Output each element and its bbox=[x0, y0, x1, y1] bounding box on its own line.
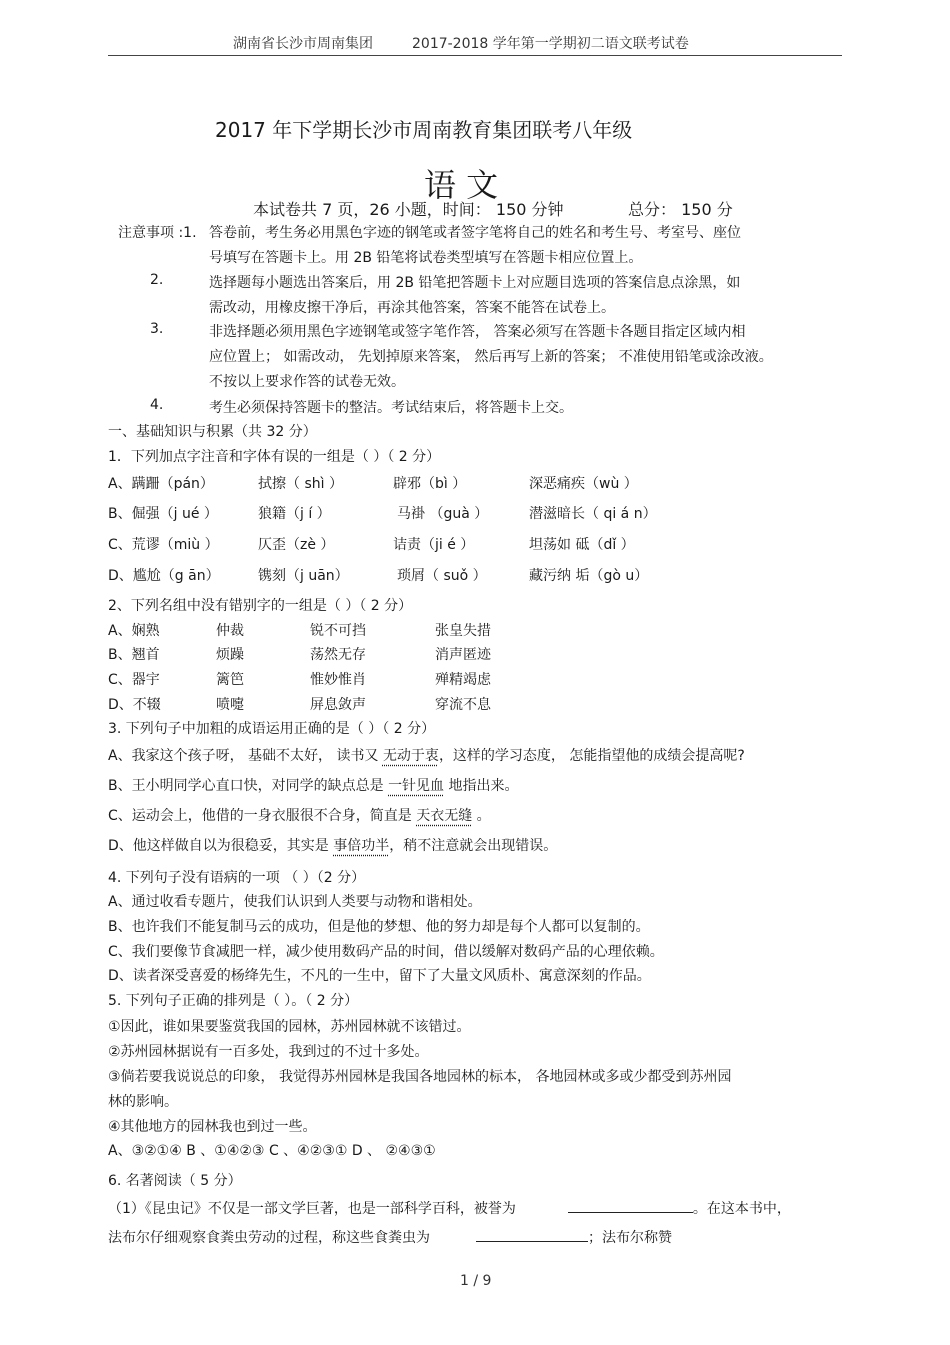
q1-option-d-4: 藏污纳 垢（gò u） bbox=[529, 568, 649, 584]
exam-info-score: 总分： 150 分 bbox=[628, 200, 733, 219]
q1-option-d-1: D、尴尬（g ān） bbox=[108, 568, 220, 584]
q3-d-idiom: 事倍功半 bbox=[333, 838, 390, 854]
q2-d-4: 穿流不息 bbox=[435, 697, 491, 713]
q4-stem: 4. 下列句子没有语病的一项 （ ）（2 分） bbox=[108, 870, 366, 886]
header-left: 湖南省长沙市周南集团 bbox=[233, 36, 373, 52]
q1-option-a-2: 拭擦（ shì ） bbox=[258, 476, 343, 492]
q6-blank-1[interactable] bbox=[568, 1198, 693, 1213]
q3-d-pre: D、他这样做自以为很稳妥，其实是 bbox=[108, 838, 334, 854]
q2-b-4: 消声匿迹 bbox=[435, 647, 491, 663]
q2-d-3: 屏息敛声 bbox=[310, 697, 366, 713]
q3-c-post: 。 bbox=[472, 808, 491, 824]
section-1-heading: 一、基础知识与积累（共 32 分） bbox=[108, 424, 317, 440]
q3-option-b bbox=[108, 775, 519, 795]
header-rule bbox=[108, 55, 842, 56]
q3-a-idiom: 无动于衷 bbox=[382, 748, 439, 764]
q1-option-b-2: 狼籍（j í ） bbox=[258, 506, 331, 522]
page-number: 1 / 9 bbox=[460, 1273, 492, 1289]
q2-d-1: D、不辍 bbox=[108, 697, 161, 713]
note-2-line-1: 选择题每小题选出答案后，用 2B 铅笔把答题卡上对应题目选项的答案信息点涂黑，如 bbox=[209, 275, 741, 291]
q2-a-2: 仲裁 bbox=[216, 623, 244, 639]
q3-b-idiom: 一针见血 bbox=[388, 778, 445, 794]
q1-option-c-1: C、荒谬（miù ） bbox=[108, 537, 219, 553]
q2-c-1: C、器宇 bbox=[108, 672, 160, 688]
q6-blank-2[interactable] bbox=[476, 1227, 588, 1242]
note-1-line-1: 答卷前，考生务必用黑色字迹的钢笔或者签字笔将自己的姓名和考生号、考室号、座位 bbox=[209, 225, 741, 241]
q1-option-b-3: 马褂 （guà ） bbox=[397, 506, 489, 522]
q2-stem: 2、下列名组中没有错别字的一组是（ ）（ 2 分） bbox=[108, 598, 413, 614]
note-3-number: 3. bbox=[150, 321, 164, 337]
subject-title: 语 文 bbox=[424, 166, 499, 204]
q2-c-2: 篱笆 bbox=[216, 672, 244, 688]
q4-option-d: D、读者深受喜爱的杨绛先生，不凡的一生中，留下了大量文风质朴、寓意深刻的作品。 bbox=[108, 968, 651, 984]
q2-c-3: 惟妙惟肖 bbox=[310, 672, 366, 688]
q1-option-a-3: 辟邪（bì ） bbox=[393, 476, 467, 492]
exam-info-pages: 本试卷共 7 页，26 小题，时间： 150 分钟 bbox=[253, 200, 564, 219]
q3-d-post: ，稍不注意就会出现错误。 bbox=[389, 838, 558, 854]
q3-a-pre: A、我家这个孩子呀， 基础不太好， 读书又 bbox=[108, 748, 383, 764]
q3-a-post: ，这样的学习态度， 怎能指望他的成绩会提高呢? bbox=[438, 748, 745, 764]
q3-stem: 3. 下列句子中加粗的成语运用正确的是（ ）（ 2 分） bbox=[108, 721, 436, 737]
notes-label: 注意事项 :1. bbox=[118, 225, 197, 241]
q5-sentence-4: ④其他地方的园林我也到过一些。 bbox=[108, 1119, 317, 1135]
note-2-number: 2. bbox=[150, 272, 164, 288]
q1-option-c-2: 仄歪（zè ） bbox=[258, 537, 335, 553]
q2-c-4: 殚精竭虑 bbox=[435, 672, 491, 688]
q3-option-d bbox=[108, 835, 557, 855]
q6-line-1-text: （1）《昆虫记》不仅是一部文学巨著，也是一部科学百科，被誉为 bbox=[108, 1201, 516, 1217]
q2-a-1: A、娴熟 bbox=[108, 623, 160, 639]
q4-option-c: C、我们要像节食减肥一样，减少使用数码产品的时间，借以缓解对数码产品的心理依赖。 bbox=[108, 944, 664, 960]
q6-line-1-tail: 。在这本书中， bbox=[692, 1201, 791, 1217]
q2-b-3: 荡然无存 bbox=[310, 647, 366, 663]
note-3-line-3: 不按以上要求作答的试卷无效。 bbox=[209, 374, 405, 390]
q3-c-idiom: 天衣无缝 bbox=[416, 808, 473, 824]
header-right: 2017-2018 学年第一学期初二语文联考试卷 bbox=[412, 36, 689, 52]
q5-stem: 5. 下列句子正确的排列是（ ）。（ 2 分） bbox=[108, 993, 359, 1009]
q6-line-1 bbox=[108, 1198, 791, 1218]
q5-options: A、③②①④ B 、①④②③ C 、④②③① D 、 ②④③① bbox=[108, 1143, 436, 1159]
q6-line-2-text: 法布尔仔细观察食粪虫劳动的过程，称这些食粪虫为 bbox=[108, 1230, 430, 1246]
q3-c-pre: C、运动会上，他借的一身衣服很不合身，简直是 bbox=[108, 808, 417, 824]
note-2-line-2: 需改动，用橡皮擦干净后，再涂其他答案，答案不能答在试卷上。 bbox=[209, 300, 615, 316]
q3-b-pre: B、王小明同学心直口快，对同学的缺点总是 bbox=[108, 778, 389, 794]
q2-b-1: B、翘首 bbox=[108, 647, 160, 663]
q5-sentence-3-line-1: ③倘若要我说说总的印象， 我觉得苏州园林是我国各地园林的标本， 各地园林或多或少都受到苏州园 bbox=[108, 1069, 732, 1085]
q1-option-d-2: 镌刻（j uān） bbox=[258, 568, 349, 584]
q5-sentence-3-line-2: 林的影响。 bbox=[108, 1094, 178, 1110]
note-1-line-2: 号填写在答题卡上。用 2B 铅笔将试卷类型填写在答题卡相应位置上。 bbox=[209, 250, 643, 266]
q4-option-a: A、通过收看专题片，使我们认识到人类要与动物和谐相处。 bbox=[108, 894, 482, 910]
q1-option-a-4: 深恶痛疾（wù ） bbox=[529, 476, 638, 492]
q1-option-b-1: B、倔强（j ué ） bbox=[108, 506, 218, 522]
q1-option-c-4: 坦荡如 砥（dǐ ） bbox=[529, 537, 635, 553]
q5-sentence-2: ②苏州园林据说有一百多处，我到过的不过十多处。 bbox=[108, 1044, 429, 1060]
q2-a-4: 张皇失措 bbox=[435, 623, 491, 639]
q1-option-c-3: 诘责（ji é ） bbox=[393, 537, 475, 553]
q2-b-2: 烦躁 bbox=[216, 647, 244, 663]
note-4-line-1: 考生必须保持答题卡的整洁。考试结束后，将答题卡上交。 bbox=[209, 400, 573, 416]
q5-sentence-1: ①因此，谁如果要鉴赏我国的园林，苏州园林就不该错过。 bbox=[108, 1019, 471, 1035]
q6-line-2-tail: ；法布尔称赞 bbox=[588, 1230, 672, 1246]
note-3-line-1: 非选择题必须用黑色字迹钢笔或签字笔作答， 答案必须写在答题卡各题目指定区域内相 bbox=[209, 324, 746, 340]
note-4-number: 4. bbox=[150, 397, 164, 413]
q3-b-post: 地指出来。 bbox=[444, 778, 519, 794]
q1-option-b-4: 潜滋暗长（ qi á n） bbox=[529, 506, 657, 522]
q2-d-2: 喷嚏 bbox=[216, 697, 244, 713]
q1-option-a-1: A、蹒跚（pán） bbox=[108, 476, 214, 492]
exam-title: 2017 年下学期长沙市周南教育集团联考八年级 bbox=[215, 118, 633, 142]
q1-stem: 1．下列加点字注音和字体有误的一组是（ ）（ 2 分） bbox=[108, 449, 441, 465]
q2-a-3: 锐不可挡 bbox=[310, 623, 366, 639]
q4-option-b: B、也许我们不能复制马云的成功，但是他的梦想、他的努力却是每个人都可以复制的。 bbox=[108, 919, 650, 935]
q6-stem: 6. 名著阅读（ 5 分） bbox=[108, 1173, 242, 1189]
q1-option-d-3: 琐屑（ suǒ ） bbox=[397, 568, 487, 584]
q3-option-c bbox=[108, 805, 491, 825]
q6-line-2 bbox=[108, 1227, 672, 1247]
q3-option-a bbox=[108, 745, 745, 765]
note-3-line-2: 应位置上； 如需改动， 先划掉原来答案， 然后再写上新的答案； 不准使用铅笔或涂改液。 bbox=[209, 349, 773, 365]
